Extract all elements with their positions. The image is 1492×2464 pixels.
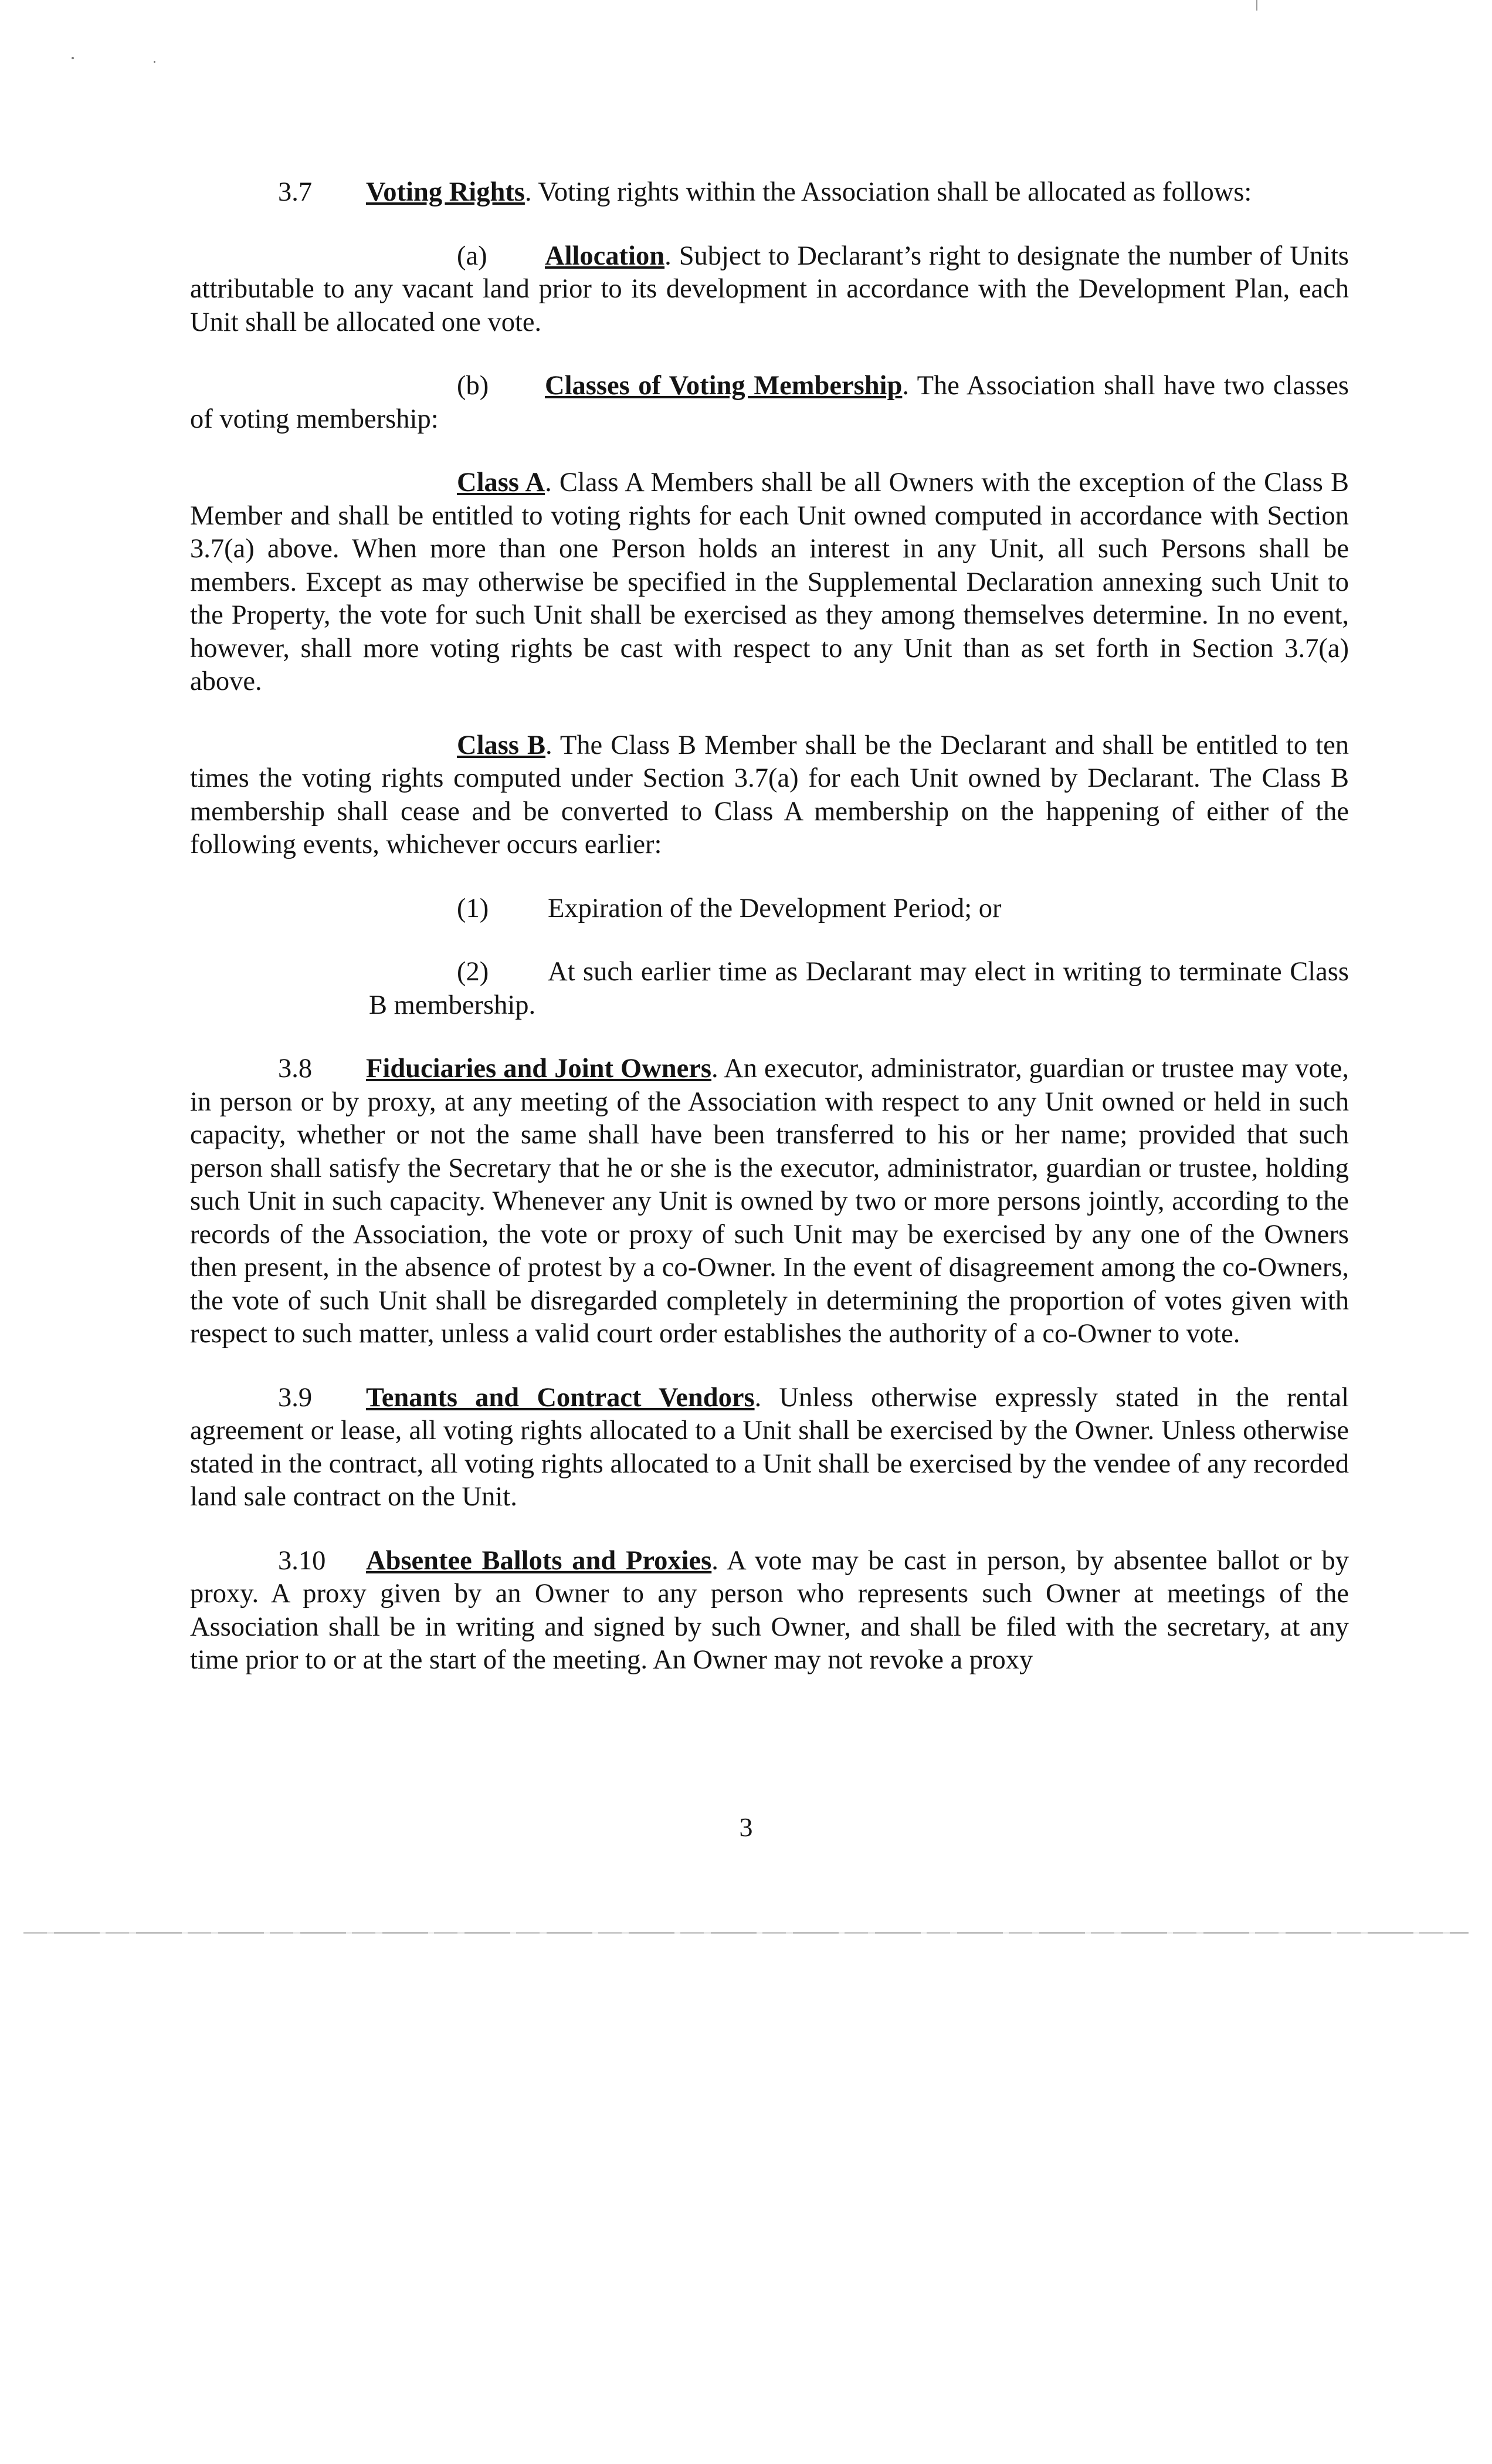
section-3-10 bbox=[190, 1545, 1349, 1677]
event-1 bbox=[369, 892, 1349, 926]
section-text: . An executor, administrator, guardian or trustee may vote, in person or by proxy, at any meeting of the Association with respect to any Unit owned or held in such capacity, whether or not the same shall have been transferred to his or her name; provided that such person shall satisfy the Secretary that he or she is the executor, administrator, guardian or trustee, holding such Unit in such capacity. Whenever any Unit is owned by two or more persons jointly, according to the records of the Association, the vote or proxy of such Unit may be exercised by any one of the Owners then present, in the absence of protest by a co-Owner. In the event of disagreement among the co-Owners, the vote of such Unit shall be disregarded completely in determining the proportion of votes given with respect to such matter, unless a valid court order establishes the authority of a co-Owner to vote. bbox=[190, 1054, 1349, 1349]
class-a-paragraph bbox=[190, 466, 1349, 699]
section-number: 3.8 bbox=[278, 1054, 313, 1084]
section-heading: Voting Rights bbox=[366, 177, 525, 207]
section-heading: Tenants and Contract Vendors bbox=[366, 1382, 755, 1413]
event-text: Expiration of the Development Period; or bbox=[548, 893, 1002, 923]
paragraph-heading: Allocation bbox=[545, 241, 665, 271]
paragraph-text: . Subject to Declarant’s right to designate the number of Units attributable to any vacant land prior to its development in accordance with the Development Plan, each Unit shall be allocated one vote. bbox=[190, 241, 1349, 337]
paragraph-a bbox=[190, 240, 1349, 340]
section-3-7 bbox=[190, 176, 1349, 209]
paragraph-number: (a) bbox=[457, 241, 487, 271]
scan-mark bbox=[1256, 0, 1257, 11]
class-b-heading: Class B bbox=[457, 730, 546, 760]
scan-edge-line bbox=[23, 1932, 1469, 1934]
class-b-text: . The Class B Member shall be the Declarant and shall be entitled to ten times the voting rights computed under Section 3.7(a) for each Unit owned by Declarant. The Class B membership shall cease and be converted to Class A membership on the happening of either of the following events, whichever occurs earlier: bbox=[190, 730, 1349, 859]
page-number: 3 bbox=[739, 1812, 753, 1842]
class-a-text: . Class A Members shall be all Owners with the exception of the Class B Member and shall be entitled to voting rights for each Unit owned computed in accordance with Section 3.7(a) above. When more than one Person holds an interest in any Unit, all such Persons shall be members. Except as may otherwise be specified in the Supplemental Declaration annexing such Unit to the Property, the vote for such Unit shall be exercised as they among themselves determine. In no event, however, shall more voting rights be cast with respect to any Unit than as set forth in Section 3.7(a) above. bbox=[190, 468, 1349, 696]
event-number: (2) bbox=[457, 957, 489, 987]
paragraph-heading: Classes of Voting Membership bbox=[545, 371, 903, 401]
event-number: (1) bbox=[457, 893, 489, 923]
section-text: . Voting rights within the Association shall be allocated as follows: bbox=[524, 177, 1252, 207]
section-3-9 bbox=[190, 1382, 1349, 1514]
section-text: . A vote may be cast in person, by absentee ballot or by proxy. A proxy given by an Owner to any person who represents such Owner at meetings of the Association shall be in writing and signed by such Owner, and shall be filed with the secretary, at any time prior to or at the start of the meeting. An Owner may not revoke a proxy bbox=[190, 1545, 1349, 1675]
section-text: . Unless otherwise expressly stated in the rental agreement or lease, all voting rights allocated to a Unit shall be exercised by the Owner. Unless otherwise stated in the contract, all voting rights allocated to a Unit shall be exercised by the vendee of any recorded land sale contract on the Unit. bbox=[190, 1382, 1349, 1512]
section-number: 3.9 bbox=[278, 1382, 313, 1413]
section-3-8 bbox=[190, 1052, 1349, 1351]
event-text: At such earlier time as Declarant may elect in writing to terminate Class B membership. bbox=[369, 957, 1349, 1020]
scan-speck bbox=[154, 61, 155, 63]
section-number: 3.10 bbox=[278, 1545, 326, 1576]
class-b-paragraph bbox=[190, 729, 1349, 862]
document-body bbox=[190, 176, 1349, 1708]
scan-speck bbox=[72, 57, 74, 59]
paragraph-number: (b) bbox=[457, 371, 489, 401]
event-2 bbox=[369, 956, 1349, 1022]
section-heading: Absentee Ballots and Proxies bbox=[366, 1545, 712, 1576]
section-heading: Fiduciaries and Joint Owners bbox=[366, 1054, 712, 1084]
class-a-heading: Class A bbox=[457, 468, 545, 497]
paragraph-b bbox=[190, 370, 1349, 436]
section-number: 3.7 bbox=[278, 177, 313, 207]
paragraph-text: . The Association shall have two classes of voting membership: bbox=[190, 371, 1349, 434]
